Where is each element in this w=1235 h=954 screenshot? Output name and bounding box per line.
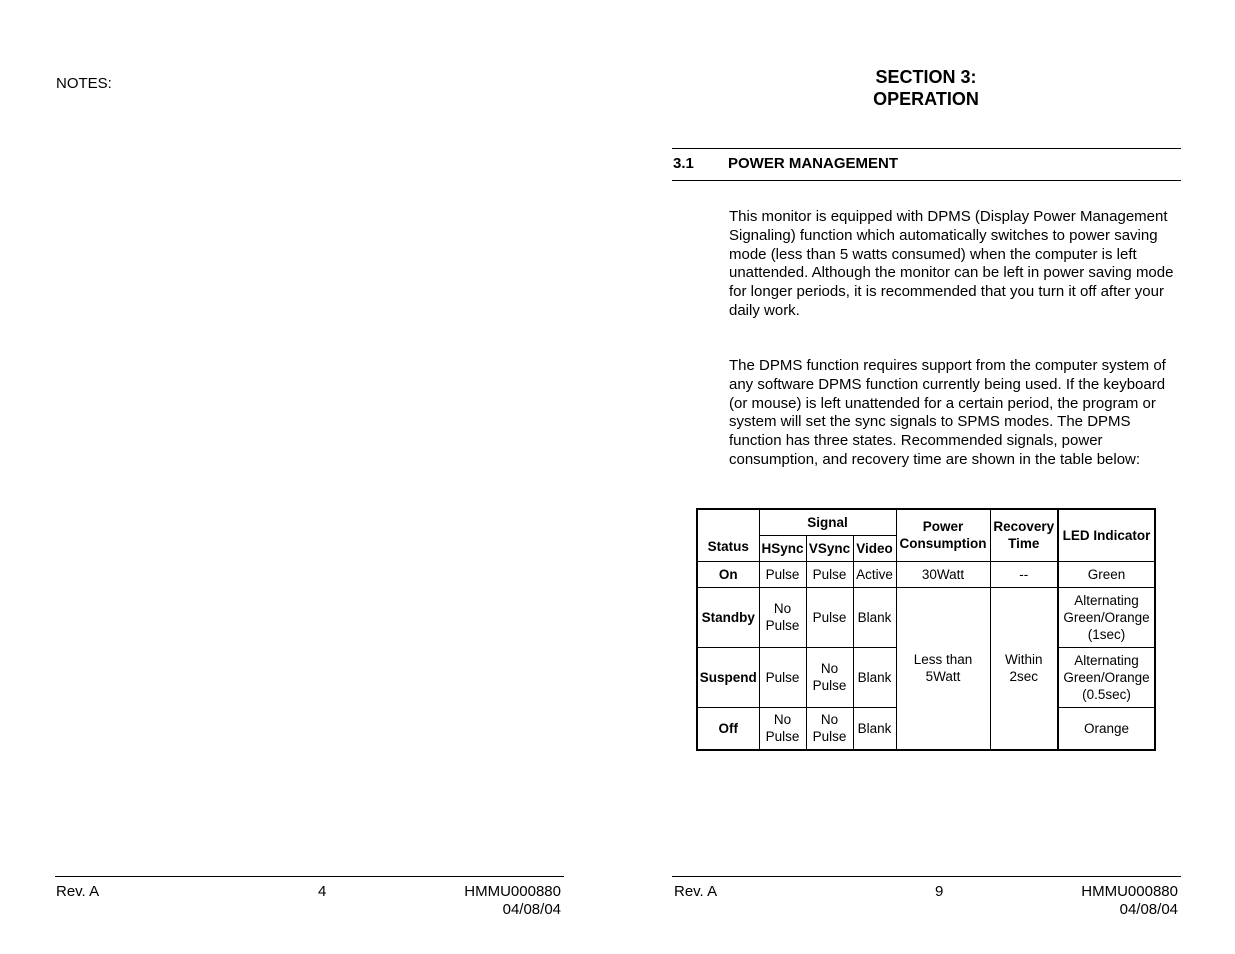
- header-vsync: VSync: [806, 535, 853, 561]
- header-status: Status: [697, 509, 759, 561]
- cell-vsync-on: Pulse: [806, 561, 853, 587]
- header-power-consumption: Power Consumption: [896, 509, 990, 561]
- cell-hsync-on: Pulse: [759, 561, 806, 587]
- header-video: Video: [853, 535, 896, 561]
- cell-recovery-low: Within 2sec: [990, 587, 1058, 750]
- paragraph-dpms-intro: This monitor is equipped with DPMS (Display Power Management Signaling) function which automatically switches to power saving mode (less than 5 watts consumed) when the computer is left unattended. Although the monitor can be left in power saving mode for longer periods, it is recommended that you turn it off after your daily work.: [729, 208, 1174, 319]
- right-footer-page-number: 9: [935, 883, 944, 900]
- cell-video-on: Active: [853, 561, 896, 587]
- cell-video-suspend: Blank: [853, 647, 896, 707]
- table-header-row: [697, 509, 1155, 535]
- cell-status-on: On: [697, 561, 759, 587]
- right-footer-doc-number: HMMU000880: [1081, 883, 1178, 900]
- section-title-line2: OPERATION: [873, 89, 979, 109]
- cell-led-on: Green: [1058, 561, 1155, 587]
- cell-led-standby: Alternating Green/Orange (1sec): [1058, 587, 1155, 647]
- cell-hsync-standby: No Pulse: [759, 587, 806, 647]
- cell-hsync-suspend: Pulse: [759, 647, 806, 707]
- notes-label: NOTES:: [56, 75, 112, 92]
- right-footer-revision: Rev. A: [674, 883, 718, 900]
- header-recovery-time: Recovery Time: [990, 509, 1058, 561]
- cell-power-on: 30Watt: [896, 561, 990, 587]
- header-hsync: HSync: [759, 535, 806, 561]
- cell-video-standby: Blank: [853, 587, 896, 647]
- cell-power-low: Less than 5Watt: [896, 587, 990, 750]
- table-row-on: [697, 561, 1155, 587]
- subsection-top-rule: [672, 148, 1181, 149]
- section-title: [672, 66, 1180, 110]
- left-footer-doc-number: HMMU000880: [464, 883, 561, 900]
- cell-vsync-off: No Pulse: [806, 707, 853, 750]
- cell-led-off: Orange: [1058, 707, 1155, 750]
- section-title-line1: SECTION 3:: [875, 67, 977, 87]
- paragraph-dpms-states: The DPMS function requires support from the computer system of any software DPMS function currently being used. If the keyboard (or mouse) is left unattended for a certain period, the program or system will set the sync signals to SPMS modes. The DPMS function has three states. Recommended signals, power consumption, and recovery time are shown in the table below:: [729, 357, 1166, 468]
- cell-status-standby: Standby: [697, 587, 759, 647]
- left-footer-rule: [55, 876, 564, 877]
- cell-status-suspend: Suspend: [697, 647, 759, 707]
- right-footer-rule: [672, 876, 1181, 877]
- right-footer-doc-info: [1048, 883, 1178, 919]
- cell-status-off: Off: [697, 707, 759, 750]
- cell-recovery-on: --: [990, 561, 1058, 587]
- cell-video-off: Blank: [853, 707, 896, 750]
- subsection-title: POWER MANAGEMENT: [728, 155, 898, 172]
- cell-hsync-off: No Pulse: [759, 707, 806, 750]
- header-led-indicator: LED Indicator: [1058, 509, 1155, 561]
- subsection-number: 3.1: [673, 155, 694, 172]
- right-footer-date: 04/08/04: [1119, 901, 1178, 918]
- cell-vsync-standby: Pulse: [806, 587, 853, 647]
- left-footer-doc-info: [430, 883, 561, 919]
- left-footer-revision: Rev. A: [56, 883, 100, 900]
- header-signal: Signal: [759, 509, 896, 535]
- cell-vsync-suspend: No Pulse: [806, 647, 853, 707]
- left-footer-page-number: 4: [318, 883, 327, 900]
- left-footer-date: 04/08/04: [502, 901, 561, 918]
- cell-led-suspend: Alternating Green/Orange (0.5sec): [1058, 647, 1155, 707]
- subsection-bottom-rule: [672, 180, 1181, 181]
- table-row-standby: [697, 587, 1155, 647]
- dpms-table: [696, 508, 1156, 751]
